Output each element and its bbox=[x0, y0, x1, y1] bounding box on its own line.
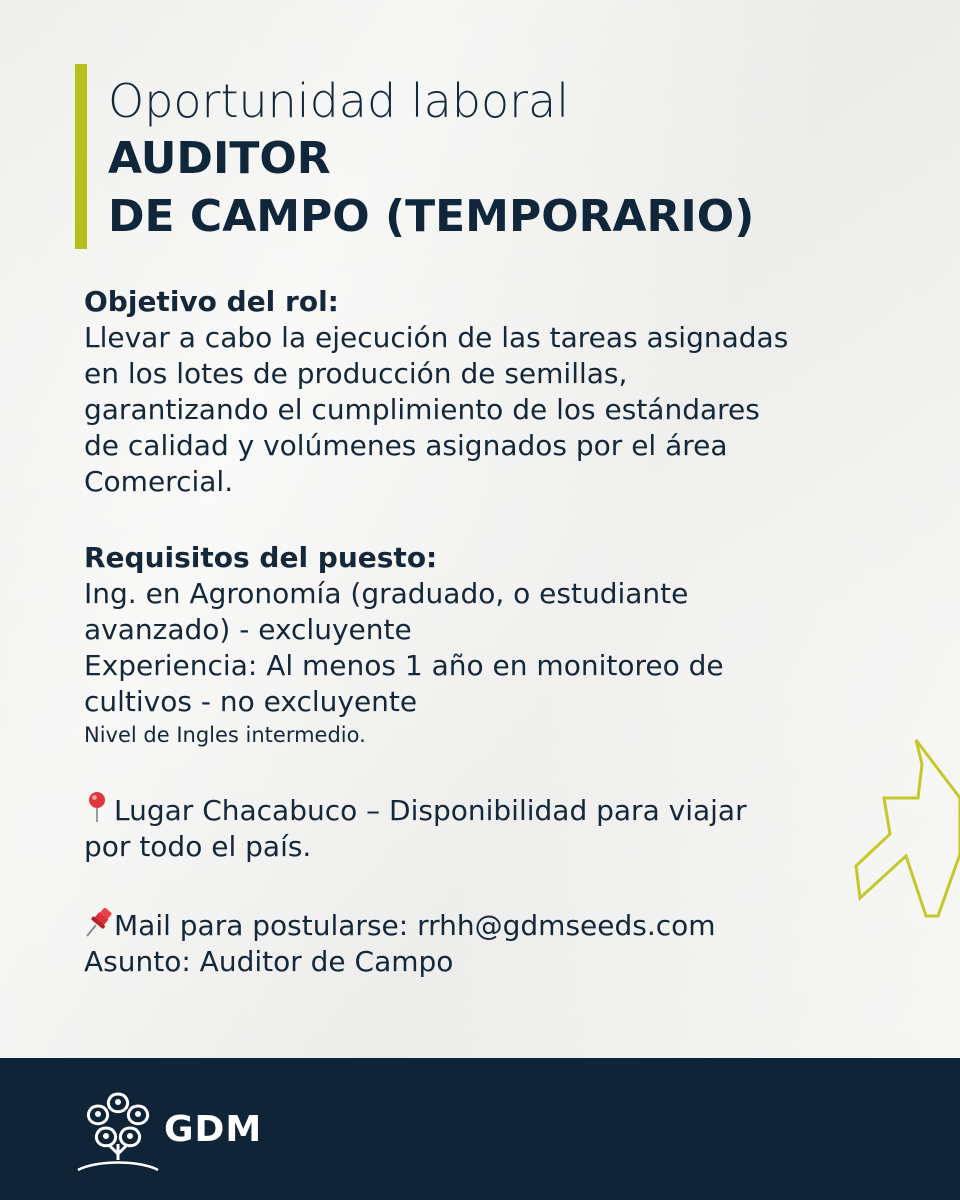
requisitos-line: cultivos - no excluyente bbox=[84, 685, 418, 718]
mail-text: Mail para postularse: rrhh@gdmseeds.com bbox=[114, 909, 716, 942]
objetivo-line: de calidad y volúmenes asignados por el área bbox=[84, 429, 728, 462]
pushpin-icon bbox=[84, 905, 110, 939]
requisitos-section bbox=[84, 540, 904, 750]
round-pushpin-icon bbox=[84, 790, 110, 824]
asunto-line: Asunto: Auditor de Campo bbox=[84, 945, 454, 978]
objetivo-section bbox=[84, 284, 904, 500]
lugar-line-2: por todo el país. bbox=[84, 830, 312, 863]
objetivo-line: en los lotes de producción de semillas, bbox=[84, 357, 628, 390]
lugar-line-1 bbox=[84, 790, 904, 829]
lugar-text: Lugar Chacabuco – Disponibilidad para viajar bbox=[114, 794, 747, 827]
spacer bbox=[84, 500, 904, 540]
contacto-section bbox=[84, 905, 904, 980]
page-subtitle: Oportunidad laboral bbox=[108, 74, 569, 128]
requisitos-heading: Requisitos del puesto: bbox=[84, 541, 438, 574]
requisitos-line: avanzado) - excluyente bbox=[84, 613, 412, 646]
spacer bbox=[84, 865, 904, 905]
requisitos-line: Ing. en Agronomía (graduado, o estudiante bbox=[84, 577, 689, 610]
title-block bbox=[108, 72, 754, 246]
title-accent-bar bbox=[75, 64, 87, 249]
requisitos-line: Experiencia: Al menos 1 año en monitoreo de bbox=[84, 649, 724, 682]
contacto-line-1 bbox=[84, 905, 904, 944]
spacer bbox=[84, 750, 904, 790]
brand-name: GDM bbox=[164, 1109, 263, 1150]
decorative-star-outline bbox=[846, 736, 960, 926]
requisitos-english-line: Nivel de Ingles intermedio. bbox=[84, 723, 366, 747]
objetivo-line: Llevar a cabo la ejecución de las tareas asignadas bbox=[84, 321, 789, 354]
job-description bbox=[84, 284, 904, 980]
objetivo-line: garantizando el cumplimiento de los estándares bbox=[84, 393, 760, 426]
page-title-line-1: AUDITOR bbox=[108, 133, 331, 184]
page-title-line-2: DE CAMPO (TEMPORARIO) bbox=[108, 191, 755, 242]
gdm-logo-icon bbox=[76, 1088, 160, 1172]
objetivo-line: Comercial. bbox=[84, 465, 234, 498]
lugar-section bbox=[84, 790, 904, 865]
objetivo-heading: Objetivo del rol: bbox=[84, 285, 339, 318]
